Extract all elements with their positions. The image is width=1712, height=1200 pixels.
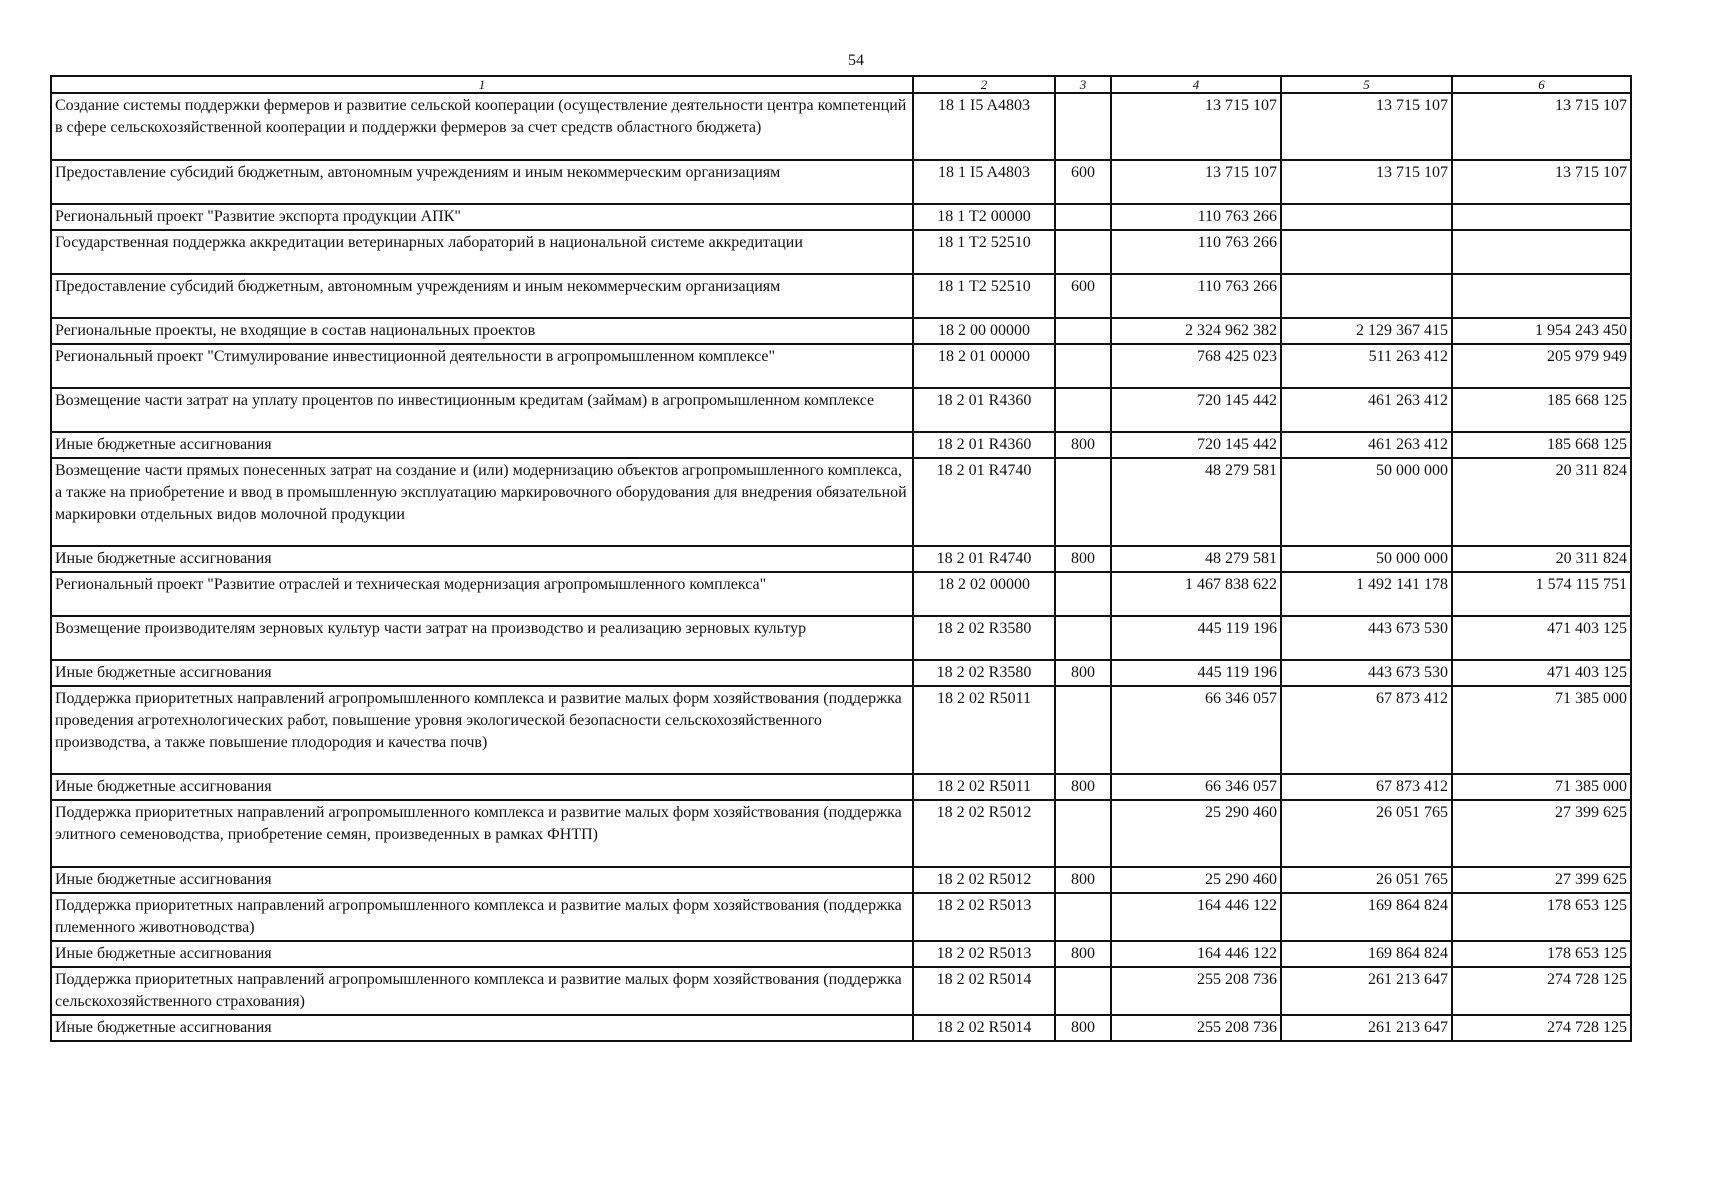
budget-code: 18 2 01 00000 bbox=[913, 344, 1055, 388]
amount-col-4: 164 446 122 bbox=[1111, 941, 1281, 967]
table-row bbox=[51, 867, 1631, 893]
amount-col-4: 255 208 736 bbox=[1111, 1015, 1281, 1041]
amount-col-6: 274 728 125 bbox=[1452, 967, 1631, 1015]
amount-col-5: 169 864 824 bbox=[1281, 893, 1452, 941]
amount-col-6: 178 653 125 bbox=[1452, 893, 1631, 941]
amount-col-4: 66 346 057 bbox=[1111, 774, 1281, 800]
amount-col-5: 2 129 367 415 bbox=[1281, 318, 1452, 344]
item-name: Региональный проект "Стимулирование инвестиционной деятельности в агропромышленном комплексе" bbox=[51, 344, 913, 388]
budget-code: 18 1 T2 00000 bbox=[913, 204, 1055, 230]
table-row bbox=[51, 274, 1631, 318]
budget-code: 18 2 02 R5012 bbox=[913, 867, 1055, 893]
amount-col-6: 13 715 107 bbox=[1452, 160, 1631, 204]
amount-col-6: 471 403 125 bbox=[1452, 660, 1631, 686]
amount-col-6: 1 954 243 450 bbox=[1452, 318, 1631, 344]
amount-col-6: 178 653 125 bbox=[1452, 941, 1631, 967]
expense-type bbox=[1055, 458, 1111, 546]
table-row bbox=[51, 318, 1631, 344]
table-row bbox=[51, 432, 1631, 458]
budget-code: 18 2 01 R4740 bbox=[913, 546, 1055, 572]
budget-code: 18 2 02 R5012 bbox=[913, 800, 1055, 867]
amount-col-5: 261 213 647 bbox=[1281, 967, 1452, 1015]
amount-col-6: 13 715 107 bbox=[1452, 93, 1631, 160]
table-body bbox=[51, 93, 1631, 1041]
amount-col-6: 71 385 000 bbox=[1452, 774, 1631, 800]
budget-code: 18 1 I5 A4803 bbox=[913, 160, 1055, 204]
amount-col-4: 445 119 196 bbox=[1111, 660, 1281, 686]
amount-col-5: 50 000 000 bbox=[1281, 546, 1452, 572]
item-name: Поддержка приоритетных направлений агропромышленного комплекса и развитие малых форм хозяйствования (поддержка проведения агротехнологических работ, повышение уровня экологической безопасности сельскохозяйственного производства, а также повышение плодородия и качества почв) bbox=[51, 686, 913, 774]
amount-col-5 bbox=[1281, 204, 1452, 230]
amount-col-6: 71 385 000 bbox=[1452, 686, 1631, 774]
amount-col-6: 1 574 115 751 bbox=[1452, 572, 1631, 616]
expense-type bbox=[1055, 93, 1111, 160]
table-row bbox=[51, 546, 1631, 572]
expense-type: 800 bbox=[1055, 432, 1111, 458]
table-row bbox=[51, 572, 1631, 616]
amount-col-4: 48 279 581 bbox=[1111, 546, 1281, 572]
table-row bbox=[51, 660, 1631, 686]
amount-col-4: 13 715 107 bbox=[1111, 160, 1281, 204]
expense-type: 800 bbox=[1055, 867, 1111, 893]
amount-col-4: 110 763 266 bbox=[1111, 274, 1281, 318]
amount-col-5: 443 673 530 bbox=[1281, 616, 1452, 660]
table-row bbox=[51, 458, 1631, 546]
item-name: Иные бюджетные ассигнования bbox=[51, 660, 913, 686]
table-row bbox=[51, 616, 1631, 660]
budget-code: 18 2 01 R4360 bbox=[913, 388, 1055, 432]
amount-col-4: 768 425 023 bbox=[1111, 344, 1281, 388]
expense-type bbox=[1055, 800, 1111, 867]
column-number-1: 1 bbox=[51, 76, 913, 93]
expense-type: 800 bbox=[1055, 774, 1111, 800]
expense-type bbox=[1055, 616, 1111, 660]
expense-type: 800 bbox=[1055, 546, 1111, 572]
item-name: Иные бюджетные ассигнования bbox=[51, 432, 913, 458]
item-name: Предоставление субсидий бюджетным, автономным учреждениям и иным некоммерческим организациям bbox=[51, 274, 913, 318]
table-row bbox=[51, 941, 1631, 967]
amount-col-6: 20 311 824 bbox=[1452, 546, 1631, 572]
expense-type bbox=[1055, 230, 1111, 274]
amount-col-6: 274 728 125 bbox=[1452, 1015, 1631, 1041]
budget-code: 18 1 I5 A4803 bbox=[913, 93, 1055, 160]
budget-code: 18 2 02 R5014 bbox=[913, 1015, 1055, 1041]
amount-col-5: 13 715 107 bbox=[1281, 160, 1452, 204]
item-name: Иные бюджетные ассигнования bbox=[51, 774, 913, 800]
budget-code: 18 2 00 00000 bbox=[913, 318, 1055, 344]
amount-col-6: 471 403 125 bbox=[1452, 616, 1631, 660]
expense-type bbox=[1055, 344, 1111, 388]
table-row bbox=[51, 93, 1631, 160]
item-name: Иные бюджетные ассигнования bbox=[51, 546, 913, 572]
expense-type bbox=[1055, 388, 1111, 432]
budget-code: 18 1 T2 52510 bbox=[913, 274, 1055, 318]
amount-col-4: 25 290 460 bbox=[1111, 867, 1281, 893]
amount-col-4: 2 324 962 382 bbox=[1111, 318, 1281, 344]
budget-table bbox=[50, 75, 1632, 1042]
item-name: Создание системы поддержки фермеров и развитие сельской кооперации (осуществление деятельности центра компетенций в сфере сельскохозяйственной кооперации и поддержки фермеров за счет средств областного бюджета) bbox=[51, 93, 913, 160]
expense-type bbox=[1055, 893, 1111, 941]
table-row bbox=[51, 1015, 1631, 1041]
amount-col-5: 67 873 412 bbox=[1281, 686, 1452, 774]
expense-type: 800 bbox=[1055, 941, 1111, 967]
amount-col-4: 164 446 122 bbox=[1111, 893, 1281, 941]
item-name: Иные бюджетные ассигнования bbox=[51, 1015, 913, 1041]
item-name: Поддержка приоритетных направлений агропромышленного комплекса и развитие малых форм хозяйствования (поддержка сельскохозяйственного страхования) bbox=[51, 967, 913, 1015]
table-row bbox=[51, 893, 1631, 941]
table-row bbox=[51, 204, 1631, 230]
amount-col-4: 13 715 107 bbox=[1111, 93, 1281, 160]
amount-col-5: 50 000 000 bbox=[1281, 458, 1452, 546]
amount-col-5: 461 263 412 bbox=[1281, 432, 1452, 458]
budget-code: 18 1 T2 52510 bbox=[913, 230, 1055, 274]
budget-code: 18 2 01 R4740 bbox=[913, 458, 1055, 546]
item-name: Возмещение части прямых понесенных затрат на создание и (или) модернизацию объектов агропромышленного комплекса, а также на приобретение и ввод в промышленную эксплуатацию маркировочного оборудования для внедрения обязательной маркировки отдельных видов молочной продукции bbox=[51, 458, 913, 546]
item-name: Иные бюджетные ассигнования bbox=[51, 867, 913, 893]
amount-col-4: 720 145 442 bbox=[1111, 388, 1281, 432]
budget-code: 18 2 02 R5011 bbox=[913, 774, 1055, 800]
budget-code: 18 2 01 R4360 bbox=[913, 432, 1055, 458]
amount-col-6: 185 668 125 bbox=[1452, 432, 1631, 458]
amount-col-5 bbox=[1281, 230, 1452, 274]
budget-code: 18 2 02 00000 bbox=[913, 572, 1055, 616]
expense-type bbox=[1055, 686, 1111, 774]
page-number: 54 bbox=[848, 52, 864, 69]
budget-code: 18 2 02 R3580 bbox=[913, 660, 1055, 686]
expense-type: 800 bbox=[1055, 660, 1111, 686]
budget-code: 18 2 02 R5011 bbox=[913, 686, 1055, 774]
expense-type: 600 bbox=[1055, 160, 1111, 204]
amount-col-5: 26 051 765 bbox=[1281, 867, 1452, 893]
item-name: Поддержка приоритетных направлений агропромышленного комплекса и развитие малых форм хозяйствования (поддержка племенного животноводства) bbox=[51, 893, 913, 941]
table-row bbox=[51, 774, 1631, 800]
item-name: Поддержка приоритетных направлений агропромышленного комплекса и развитие малых форм хозяйствования (поддержка элитного семеноводства, приобретение семян, произведенных в рамках ФНТП) bbox=[51, 800, 913, 867]
item-name: Возмещение части затрат на уплату процентов по инвестиционным кредитам (займам) в агропромышленном комплексе bbox=[51, 388, 913, 432]
amount-col-4: 25 290 460 bbox=[1111, 800, 1281, 867]
table-row bbox=[51, 686, 1631, 774]
item-name: Региональные проекты, не входящие в состав национальных проектов bbox=[51, 318, 913, 344]
column-number-6: 6 bbox=[1452, 76, 1631, 93]
column-number-row bbox=[51, 76, 1631, 93]
item-name: Государственная поддержка аккредитации ветеринарных лабораторий в национальной системе аккредитации bbox=[51, 230, 913, 274]
expense-type: 600 bbox=[1055, 274, 1111, 318]
amount-col-6 bbox=[1452, 274, 1631, 318]
amount-col-6: 205 979 949 bbox=[1452, 344, 1631, 388]
table-row bbox=[51, 967, 1631, 1015]
table-row bbox=[51, 230, 1631, 274]
amount-col-6 bbox=[1452, 204, 1631, 230]
amount-col-5 bbox=[1281, 274, 1452, 318]
amount-col-5: 1 492 141 178 bbox=[1281, 572, 1452, 616]
amount-col-6: 27 399 625 bbox=[1452, 800, 1631, 867]
amount-col-5: 443 673 530 bbox=[1281, 660, 1452, 686]
table-row bbox=[51, 160, 1631, 204]
table-row bbox=[51, 344, 1631, 388]
amount-col-4: 48 279 581 bbox=[1111, 458, 1281, 546]
amount-col-4: 720 145 442 bbox=[1111, 432, 1281, 458]
budget-code: 18 2 02 R5014 bbox=[913, 967, 1055, 1015]
item-name: Иные бюджетные ассигнования bbox=[51, 941, 913, 967]
expense-type bbox=[1055, 204, 1111, 230]
amount-col-5: 26 051 765 bbox=[1281, 800, 1452, 867]
amount-col-6: 27 399 625 bbox=[1452, 867, 1631, 893]
amount-col-4: 66 346 057 bbox=[1111, 686, 1281, 774]
amount-col-6 bbox=[1452, 230, 1631, 274]
budget-code: 18 2 02 R5013 bbox=[913, 893, 1055, 941]
budget-code: 18 2 02 R5013 bbox=[913, 941, 1055, 967]
amount-col-6: 20 311 824 bbox=[1452, 458, 1631, 546]
amount-col-6: 185 668 125 bbox=[1452, 388, 1631, 432]
amount-col-4: 1 467 838 622 bbox=[1111, 572, 1281, 616]
item-name: Региональный проект "Развитие отраслей и техническая модернизация агропромышленного комплекса" bbox=[51, 572, 913, 616]
amount-col-4: 110 763 266 bbox=[1111, 230, 1281, 274]
item-name: Предоставление субсидий бюджетным, автономным учреждениям и иным некоммерческим организациям bbox=[51, 160, 913, 204]
column-number-2: 2 bbox=[913, 76, 1055, 93]
budget-code: 18 2 02 R3580 bbox=[913, 616, 1055, 660]
amount-col-4: 445 119 196 bbox=[1111, 616, 1281, 660]
item-name: Возмещение производителям зерновых культур части затрат на производство и реализацию зерновых культур bbox=[51, 616, 913, 660]
column-number-5: 5 bbox=[1281, 76, 1452, 93]
table-row bbox=[51, 388, 1631, 432]
expense-type bbox=[1055, 318, 1111, 344]
column-number-3: 3 bbox=[1055, 76, 1111, 93]
expense-type bbox=[1055, 967, 1111, 1015]
expense-type: 800 bbox=[1055, 1015, 1111, 1041]
column-number-4: 4 bbox=[1111, 76, 1281, 93]
item-name: Региональный проект "Развитие экспорта продукции АПК" bbox=[51, 204, 913, 230]
expense-type bbox=[1055, 572, 1111, 616]
amount-col-4: 255 208 736 bbox=[1111, 967, 1281, 1015]
amount-col-5: 169 864 824 bbox=[1281, 941, 1452, 967]
amount-col-4: 110 763 266 bbox=[1111, 204, 1281, 230]
amount-col-5: 67 873 412 bbox=[1281, 774, 1452, 800]
amount-col-5: 461 263 412 bbox=[1281, 388, 1452, 432]
amount-col-5: 511 263 412 bbox=[1281, 344, 1452, 388]
amount-col-5: 13 715 107 bbox=[1281, 93, 1452, 160]
amount-col-5: 261 213 647 bbox=[1281, 1015, 1452, 1041]
table-row bbox=[51, 800, 1631, 867]
